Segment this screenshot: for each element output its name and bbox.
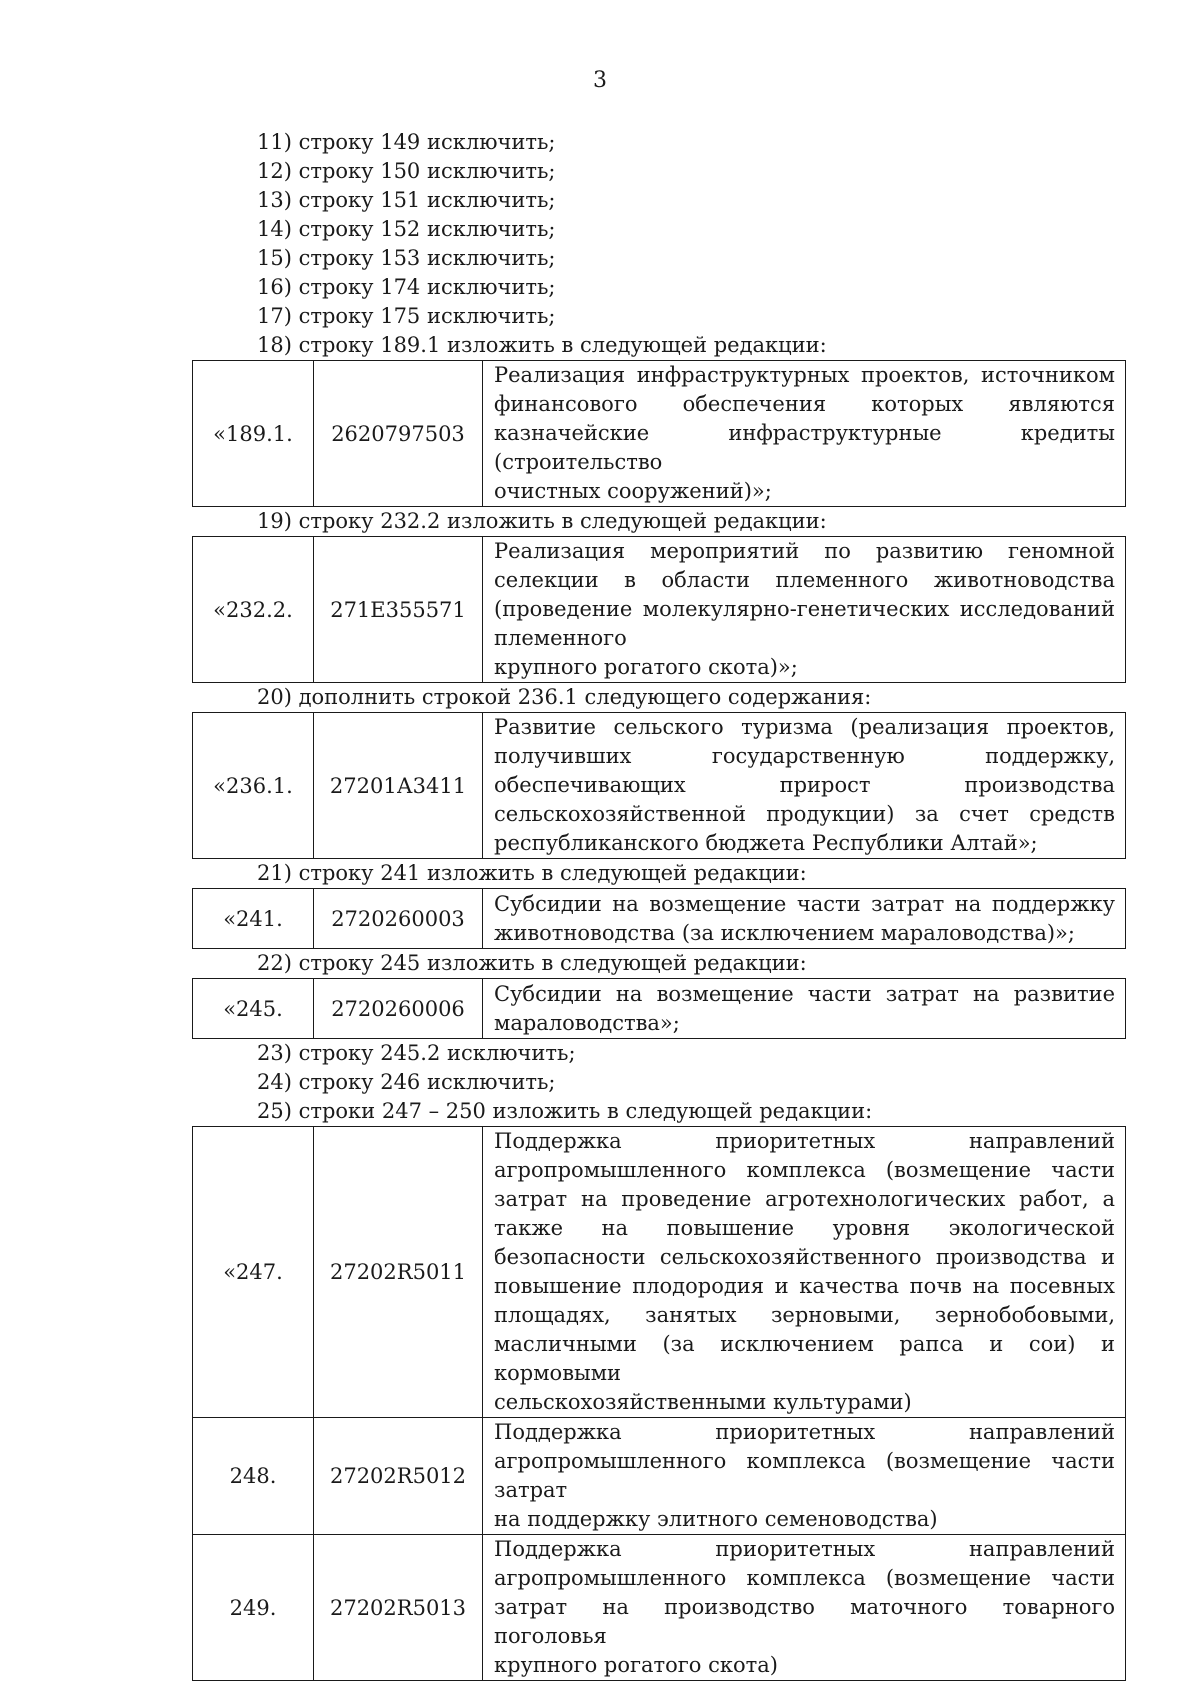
table-row — [193, 889, 1126, 949]
list-item: 20) дополнить строкой 236.1 следующего содержания: — [257, 685, 872, 709]
row-code: 27202R5011 — [314, 1127, 483, 1418]
list-item: 22) строку 245 изложить в следующей редакции: — [257, 951, 807, 975]
row-description — [483, 1418, 1126, 1535]
row-code: 27201А3411 — [314, 713, 483, 859]
description-last-line: крупного рогатого скота)»; — [494, 655, 798, 679]
row-code: 2620797503 — [314, 361, 483, 507]
list-item: 21) строку 241 изложить в следующей редакции: — [257, 861, 807, 885]
description-text: Реализация инфраструктурных проектов, источником финансового обеспечения которых являются казначейские инфраструктурные кредиты (строительство — [494, 363, 1115, 474]
description-last-line: животноводства (за исключением мараловодства)»; — [494, 920, 1075, 945]
table-row — [193, 361, 1126, 507]
row-code: 2720260006 — [314, 979, 483, 1039]
description-last-line: сельскохозяйственными культурами) — [494, 1390, 912, 1414]
list-item: 17) строку 175 исключить; — [257, 304, 556, 328]
page-number: 3 — [593, 68, 607, 93]
description-text: Субсидии на возмещение части затрат на развитие — [494, 981, 1115, 1006]
row-description — [483, 979, 1126, 1039]
description-text: Субсидии на возмещение части затрат на поддержку — [494, 891, 1115, 916]
table-row-241 — [192, 888, 1126, 949]
row-code: 27202R5012 — [314, 1418, 483, 1535]
description-text: Поддержка приоритетных направлений агропромышленного комплекса (возмещение части затрат на проведение агротехнологических работ, а также на повышение уровня экологической безопасности сельскохозяйственного производства и повышение плодородия и качества почв на посевных площадях, занятых зерновыми, зернобобовыми, масличными (за исключением рапса и сои) и кормовыми — [494, 1129, 1115, 1385]
description-last-line: на поддержку элитного семеноводства) — [494, 1507, 938, 1531]
description-text: Поддержка приоритетных направлений агропромышленного комплекса (возмещение части затрат — [494, 1420, 1115, 1502]
list-item: 13) строку 151 исключить; — [257, 188, 556, 212]
list-item: 14) строку 152 исключить; — [257, 217, 556, 241]
table-row-232-2 — [192, 536, 1126, 683]
row-number: «241. — [193, 889, 314, 949]
row-number: 249. — [193, 1535, 314, 1681]
row-description — [483, 537, 1126, 683]
description-text: Развитие сельского туризма (реализация проектов, получивших государственную поддержку, обеспечивающих прирост производства сельскохозяйственной продукции) за счет средств — [494, 715, 1115, 826]
table-row-245 — [192, 978, 1126, 1039]
row-code: 27202R5013 — [314, 1535, 483, 1681]
list-item: 18) строку 189.1 изложить в следующей редакции: — [257, 333, 827, 357]
description-text: Поддержка приоритетных направлений агропромышленного комплекса (возмещение части затрат на производство маточного товарного поголовья — [494, 1537, 1115, 1648]
description-last-line: крупного рогатого скота) — [494, 1653, 778, 1677]
amendments-list — [192, 128, 1126, 1681]
row-number: «232.2. — [193, 537, 314, 683]
row-code: 271Е355571 — [314, 537, 483, 683]
table-row — [193, 1127, 1126, 1418]
list-item: 24) строку 246 исключить; — [257, 1070, 556, 1094]
row-description — [483, 361, 1126, 507]
row-description — [483, 713, 1126, 859]
table-row — [193, 537, 1126, 683]
list-item: 15) строку 153 исключить; — [257, 246, 556, 270]
description-last-line: мараловодства»; — [494, 1010, 680, 1035]
table-row-189-1 — [192, 360, 1126, 507]
description-last-line: республиканского бюджета Республики Алтай»; — [494, 831, 1038, 855]
row-number: «245. — [193, 979, 314, 1039]
row-description — [483, 1127, 1126, 1418]
row-number: «247. — [193, 1127, 314, 1418]
row-description — [483, 1535, 1126, 1681]
list-item: 19) строку 232.2 изложить в следующей редакции: — [257, 509, 827, 533]
list-item: 16) строку 174 исключить; — [257, 275, 556, 299]
table-row-236-1 — [192, 712, 1126, 859]
list-item: 11) строку 149 исключить; — [257, 130, 556, 154]
list-item: 23) строку 245.2 исключить; — [257, 1041, 576, 1065]
list-item: 25) строки 247 – 250 изложить в следующей редакции: — [257, 1099, 873, 1123]
row-number: «189.1. — [193, 361, 314, 507]
description-text: Реализация мероприятий по развитию геномной селекции в области племенного животноводства (проведение молекулярно-генетических исследований племенного — [494, 539, 1115, 650]
table-row — [193, 713, 1126, 859]
row-number: «236.1. — [193, 713, 314, 859]
table-row — [193, 1418, 1126, 1535]
row-description — [483, 889, 1126, 949]
table-rows-247-250 — [192, 1126, 1126, 1681]
description-last-line: очистных сооружений)»; — [494, 479, 772, 503]
row-code: 2720260003 — [314, 889, 483, 949]
table-row — [193, 979, 1126, 1039]
list-item: 12) строку 150 исключить; — [257, 159, 556, 183]
row-number: 248. — [193, 1418, 314, 1535]
table-row — [193, 1535, 1126, 1681]
